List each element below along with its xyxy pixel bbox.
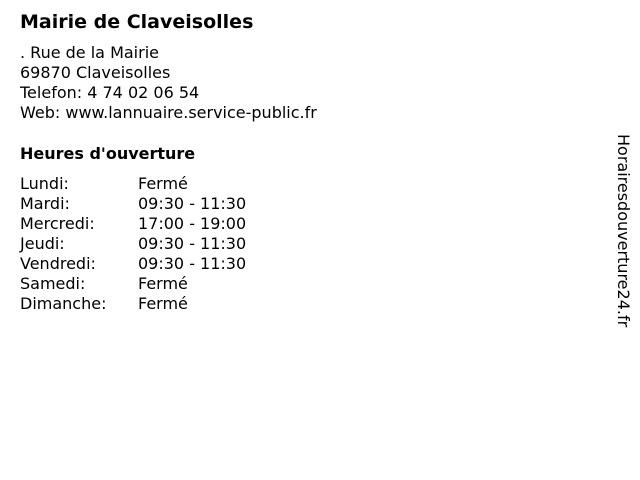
opening-hours-table <box>20 174 246 314</box>
hours-day: Mercredi: <box>20 214 95 233</box>
hours-row-monday <box>20 174 246 194</box>
address-city: 69870 Claveisolles <box>20 63 171 82</box>
hours-row-sunday <box>20 294 246 314</box>
website: Web: www.lannuaire.service-public.fr <box>20 103 317 122</box>
hours-time: 09:30 - 11:30 <box>138 234 247 253</box>
hours-row-saturday <box>20 274 246 294</box>
hours-day: Dimanche: <box>20 294 107 313</box>
hours-day: Lundi: <box>20 174 69 193</box>
hours-time: 09:30 - 11:30 <box>138 254 247 273</box>
phone-number: Telefon: 4 74 02 06 54 <box>20 83 200 102</box>
hours-row-thursday <box>20 234 246 254</box>
hours-time: 09:30 - 11:30 <box>138 194 247 213</box>
hours-time: Fermé <box>138 274 188 293</box>
hours-day: Vendredi: <box>20 254 96 273</box>
hours-row-friday <box>20 254 246 274</box>
hours-day: Jeudi: <box>20 234 65 253</box>
site-watermark <box>613 134 633 346</box>
hours-row-wednesday <box>20 214 246 234</box>
page-title: Mairie de Claveisolles <box>20 11 254 33</box>
hours-time: Fermé <box>138 294 188 313</box>
hours-row-tuesday <box>20 194 246 214</box>
address-street: . Rue de la Mairie <box>20 43 159 62</box>
site-watermark-text: Horairesdouverture24.fr <box>614 134 633 328</box>
hours-day: Samedi: <box>20 274 86 293</box>
hours-time: Fermé <box>138 174 188 193</box>
hours-time: 17:00 - 19:00 <box>138 214 247 233</box>
address-block <box>20 43 317 123</box>
opening-hours-heading: Heures d'ouverture <box>20 144 196 163</box>
hours-day: Mardi: <box>20 194 70 213</box>
